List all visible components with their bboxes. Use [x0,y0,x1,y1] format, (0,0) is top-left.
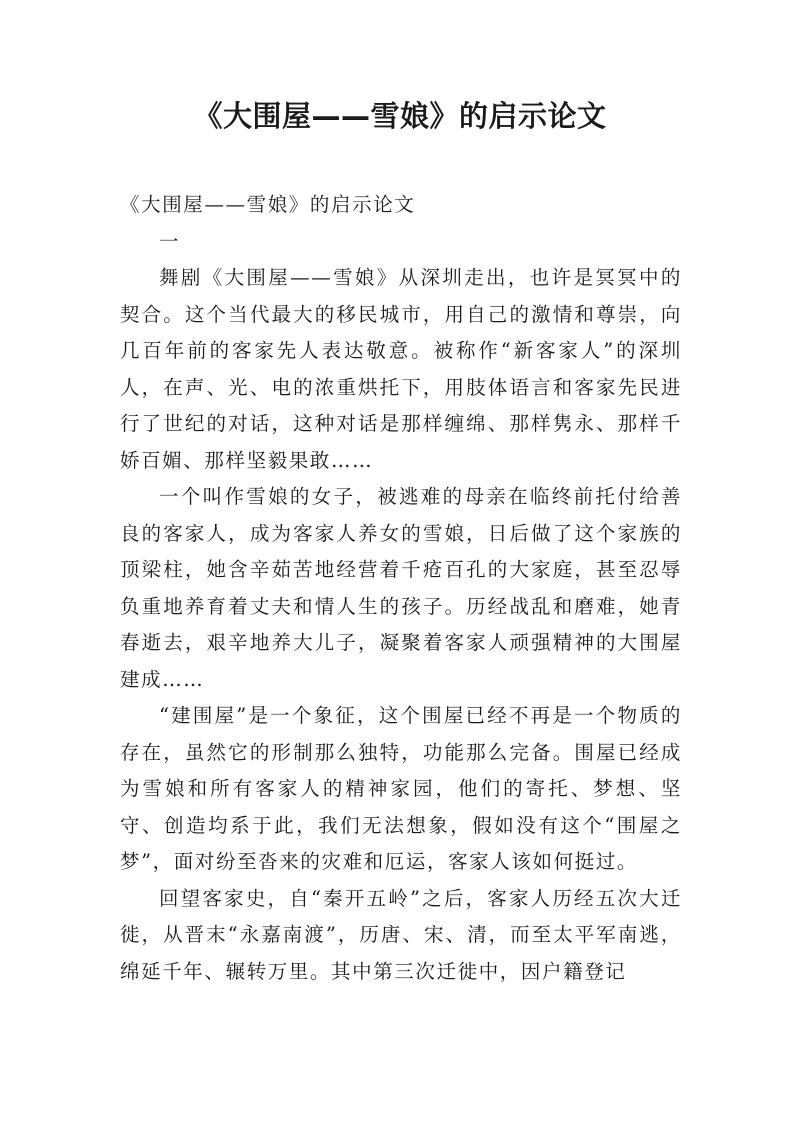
document-body [120,187,682,990]
section-number: 一 [159,229,181,253]
paragraph-1: 舞剧《大围屋——雪娘》从深圳走出，也许是冥冥中的契合。这个当代最大的移民城市，用自己的激情和尊崇，向几百年前的客家先人表达敬意。被称作“新客家人”的深圳人，在声、光、电的浓重烘托下，用肢体语言和客家先民进行了世纪的对话，这种对话是那样缠绵、那样隽永、那样千娇百媚、那样坚毅果敢…… [120,266,682,472]
document-subtitle: 《大围屋——雪娘》的启示论文 [120,193,416,216]
paragraph-4: 回望客家史，自“秦开五岭”之后，客家人历经五次大迁徙，从晋末“永嘉南渡”，历唐、宋、清，而至太平军南逃，绵延千年、辗转万里。其中第三次迁徙中，因户籍登记 [120,886,682,983]
paragraph-3: “建围屋”是一个象征，这个围屋已经不再是一个物质的存在，虽然它的形制那么独特，功能那么完备。围屋已经成为雪娘和所有客家人的精神家园，他们的寄托、梦想、坚守、创造均系于此，我们无法想象，假如没有这个“围屋之梦”，面对纷至沓来的灾难和厄运，客家人该如何挺过。 [120,704,682,873]
document-title: 《大围屋——雪娘》的启示论文 [193,99,607,133]
paragraph-2: 一个叫作雪娘的女子，被逃难的母亲在临终前托付给善良的客家人，成为客家人养女的雪娘，日后做了这个家族的顶梁柱，她含辛茹苦地经营着千疮百孔的大家庭，甚至忍辱负重地养育着丈夫和情人生的孩子。历经战乱和磨难，她青春逝去，艰辛地养大儿子，凝聚着客家人顽强精神的大围屋建成…… [120,485,682,691]
